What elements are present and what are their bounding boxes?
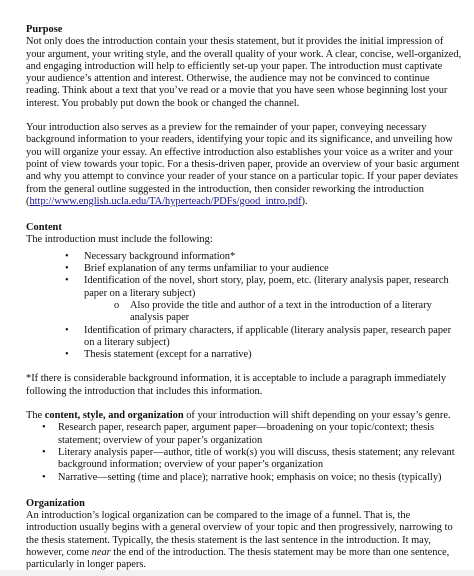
list-item: • Identification of the novel, short story, play, poem, etc. (literary analysis paper, research paper on a literary subject): [65, 275, 449, 299]
content-intro: The introduction must include the following:: [26, 234, 213, 246]
list-subitem: o Also provide the title and author of a text in the introduction of a literary analysis paper: [114, 299, 432, 324]
content-heading: Content: [26, 222, 62, 234]
purpose-paragraph-2: [26, 122, 462, 208]
bullet-icon: •: [65, 349, 69, 361]
bullet-icon: •: [42, 446, 46, 458]
reference-link[interactable]: http://www.english.ucla.edu/TA/hyperteach/PDFs/good_intro.pdf: [29, 195, 302, 207]
list-item: • Brief explanation of any terms unfamiliar to your audience: [65, 263, 329, 275]
bullet-icon: •: [42, 471, 46, 483]
purpose-heading: Purpose: [26, 24, 63, 35]
hollow-bullet-icon: o: [114, 299, 120, 311]
bullet-icon: •: [65, 324, 69, 336]
list-item: • Necessary background information*: [65, 250, 236, 262]
bullet-icon: •: [65, 263, 69, 275]
organization-paragraph: An introduction’s logical organization can be compared to the image of a funnel. That is, the introduction usually begins with a general overview of your topic and then progressively, narrowing to the thesis statement. Typically, the thesis statement is the last sentence in the introduction. It may, however, come near the end of the introduction. The thesis statement may be more than one sentence, particularly in longer papers.: [26, 510, 453, 571]
genre-list: [26, 422, 462, 483]
purpose-paragraph-1: Not only does the introduction contain your thesis statement, but it provides the initial impression of your argument, your writing style, and the overall quality of your work. A clear, concise, well-organized, and engaging introduction will help to efficiently set-up your paper. The introduction must captivate your audience’s attention and interest. Otherwise, the audience may not be convinced to continue reading. Think about a text that you’ve read or a movie that you have seen whose beginning lost your interest. You probably put down the book or changed the channel.: [26, 36, 462, 109]
list-item: • Literary analysis paper—author, title of work(s) you will discuss, thesis statement; any relevant background information; overview of your paper’s organization: [42, 446, 455, 471]
document-body: [26, 24, 462, 572]
page-bottom-edge: [0, 570, 474, 576]
bullet-icon: •: [65, 275, 69, 287]
list-item: • Narrative—setting (time and place); narrative hook; emphasis on voice; no thesis (typically): [42, 471, 442, 483]
purpose-paragraph-2-text: Your introduction also serves as a preview for the remainder of your paper, conveying necessary background information to your readers, identifying your topic and its significance, and unveiling how you will organize your essay. An effective introduction also establishes your voice as a writer and your point of view towards your topic. For a thesis-driven paper, provide an overview of your basic argument and why you attempt to convince your reader of your stance on a particular topic. If your paper deviates from the general outline suggested in the introduction, then consider reworking the introduction (: [26, 122, 460, 207]
list-item: • Research paper, research paper, argument paper—broadening on your topic/context; thesis statement; overview of your paper’s organization: [42, 422, 435, 446]
content-style-organization: The content, style, and organization of your introduction will shift depending on your essay’s genre.: [26, 410, 451, 422]
bullet-icon: •: [65, 250, 69, 262]
list-item: • Thesis statement (except for a narrative): [65, 349, 252, 361]
organization-heading: Organization: [26, 497, 85, 509]
purpose-paragraph-2-end: ).: [301, 195, 308, 207]
list-item: • Identification of primary characters, if applicable (literary analysis paper, research paper on a literary subject): [65, 324, 452, 348]
background-note: *If there is considerable background information, it is acceptable to include a paragraph immediately following the introduction that includes this information.: [26, 373, 447, 397]
bullet-icon: •: [42, 422, 46, 434]
content-list: [26, 251, 462, 362]
